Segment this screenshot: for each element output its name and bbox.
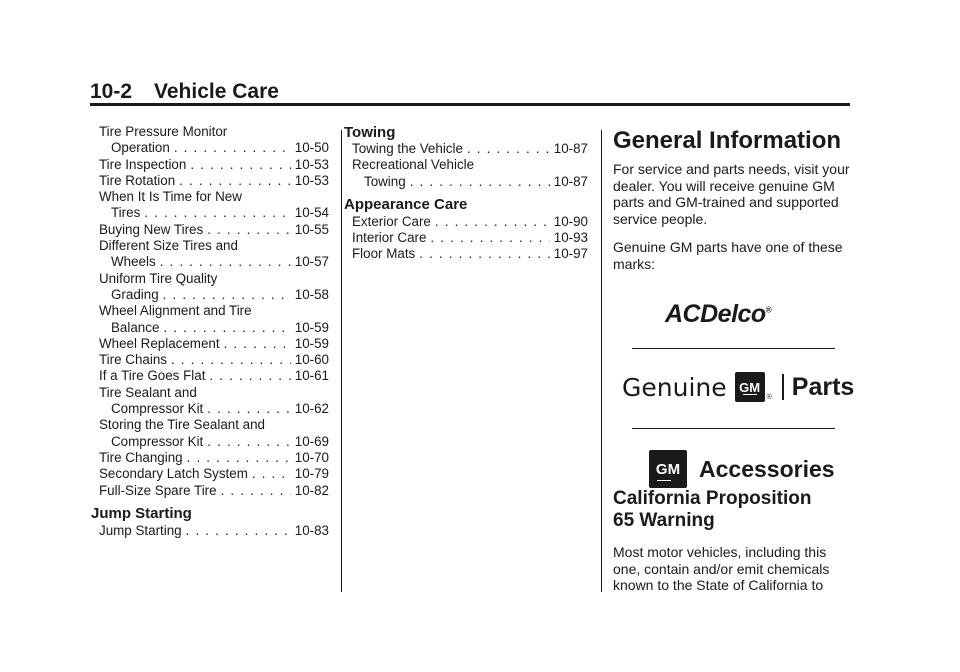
toc-list-appearance-care — [352, 214, 588, 263]
toc-entry[interactable] — [352, 230, 588, 246]
toc-entry[interactable] — [99, 124, 329, 157]
california-warning-paragraph: Most motor vehicles, including this one, contain and/or emit chemicals known to the State of California to — [613, 544, 830, 593]
leader-dots — [187, 450, 291, 466]
toc-entry-title: Buying New Tires — [99, 221, 204, 237]
toc-page-number: 10-70 — [294, 449, 329, 465]
toc-entry-title: Compressor Kit — [111, 433, 204, 449]
toc-page-number: 10-93 — [553, 230, 588, 246]
toc-entry-title: Operation — [111, 140, 170, 156]
toc-page-number: 10-54 — [294, 205, 329, 221]
page-header — [90, 80, 279, 104]
leader-dots — [207, 401, 290, 417]
toc-column-2 — [344, 124, 588, 263]
toc-page-number: 10-57 — [294, 254, 329, 270]
toc-entry-title: Grading — [111, 286, 159, 302]
toc-entry-title: Tire Chains — [99, 352, 167, 368]
toc-page-number: 10-58 — [294, 286, 329, 302]
leader-dots — [224, 336, 291, 352]
toc-entry-title: Floor Mats — [352, 246, 416, 262]
toc-entry[interactable] — [99, 303, 329, 336]
leader-dots — [209, 368, 290, 384]
toc-page-number: 10-79 — [294, 466, 329, 482]
gm-logo-icon: GM — [649, 450, 687, 488]
leader-dots — [419, 246, 550, 262]
general-information-title: General Information — [613, 127, 842, 154]
leader-dots — [435, 214, 550, 230]
toc-entry-title: Storing the Tire Sealant and — [99, 417, 266, 433]
toc-entry-title: Compressor Kit — [111, 401, 204, 417]
leader-dots — [221, 483, 291, 499]
toc-entry[interactable] — [99, 336, 329, 352]
toc-page-number: 10-69 — [294, 433, 329, 449]
toc-entry-title: Tire Inspection — [99, 156, 187, 172]
toc-page-number: 10-87 — [553, 141, 588, 156]
toc-entry[interactable] — [99, 450, 329, 466]
toc-page-number: 10-97 — [553, 246, 588, 262]
toc-entry[interactable] — [99, 189, 329, 222]
toc-page-number: 10-62 — [294, 401, 329, 417]
toc-entry-title: Tire Sealant and — [99, 384, 197, 400]
toc-entry[interactable] — [99, 385, 329, 418]
genuine-text: Genuine — [622, 372, 727, 402]
content-column — [613, 124, 853, 606]
leader-dots — [207, 434, 290, 450]
leader-dots — [207, 222, 291, 238]
leader-dots — [410, 174, 550, 190]
leader-dots — [467, 141, 550, 157]
toc-entry-title: Wheel Replacement — [99, 335, 220, 351]
leader-dots — [186, 523, 291, 539]
toc-page-number: 10-87 — [553, 173, 588, 189]
toc-entry[interactable] — [99, 368, 329, 384]
toc-entry-title: Wheels — [111, 254, 156, 270]
toc-page-number: 10-59 — [294, 335, 329, 351]
toc-entry-title: Uniform Tire Quality — [99, 270, 218, 286]
toc-entry[interactable] — [99, 466, 329, 482]
toc-page-number: 10-53 — [294, 172, 329, 188]
toc-column-1 — [91, 124, 329, 539]
section-number: 10-2 — [90, 80, 133, 103]
toc-page-number: 10-60 — [294, 352, 329, 368]
toc-list-towing — [352, 141, 588, 190]
leader-dots — [171, 352, 291, 368]
toc-page-number: 10-61 — [294, 368, 329, 384]
acdelco-logo: ACDelco® — [665, 300, 772, 328]
toc-entry-title: Tire Pressure Monitor — [99, 124, 228, 139]
leader-dots — [163, 320, 290, 336]
toc-entry-title: Towing the Vehicle — [352, 141, 463, 156]
toc-entry[interactable] — [99, 523, 329, 539]
toc-page-number: 10-59 — [294, 319, 329, 335]
toc-entry-title: Different Size Tires and — [99, 238, 238, 254]
toc-entry[interactable] — [352, 214, 588, 230]
gm-logo-icon: GM — [735, 372, 765, 402]
toc-entry-title: Full-Size Spare Tire — [99, 482, 217, 498]
chapter-title: Vehicle Care — [154, 80, 279, 103]
parts-text: Parts — [791, 372, 855, 401]
toc-entry[interactable] — [99, 238, 329, 271]
toc-entry[interactable] — [99, 352, 329, 368]
toc-heading-jump-starting: Jump Starting — [91, 504, 192, 522]
parts-marks — [613, 288, 855, 482]
toc-entry-title: Towing — [364, 173, 406, 189]
toc-entry[interactable] — [99, 222, 329, 238]
toc-list-jump-starting — [99, 523, 329, 539]
genuine-gm-parts-logo: Genuine GM ® Parts — [622, 372, 855, 402]
toc-entry[interactable] — [352, 141, 588, 157]
toc-entry-title: Tire Changing — [99, 449, 183, 465]
toc-list-tires — [99, 124, 329, 499]
genuine-parts-paragraph: Genuine GM parts have one of these marks: — [613, 239, 843, 272]
toc-entry[interactable] — [99, 483, 329, 499]
toc-page-number: 10-53 — [294, 156, 329, 172]
leader-dots — [163, 287, 291, 303]
leader-dots — [190, 157, 290, 173]
toc-entry[interactable] — [99, 271, 329, 304]
toc-entry-title: Recreational Vehicle — [352, 157, 475, 173]
toc-heading-towing: Towing — [344, 124, 396, 141]
toc-entry[interactable] — [352, 157, 588, 190]
toc-entry-title: Tire Rotation — [99, 172, 176, 188]
accessories-text: Accessories — [699, 455, 835, 482]
toc-page-number: 10-90 — [553, 213, 588, 229]
leader-dots — [179, 173, 291, 189]
toc-entry-title: Jump Starting — [99, 522, 182, 538]
toc-entry[interactable] — [99, 157, 329, 173]
california-prop-65-title: California Proposition 65 Warning — [613, 488, 812, 531]
column-divider — [341, 130, 342, 592]
toc-entry[interactable] — [99, 417, 329, 450]
leader-dots — [144, 205, 290, 221]
toc-page-number: 10-83 — [294, 522, 329, 538]
toc-entry-title: Tires — [111, 205, 141, 221]
column-divider — [601, 130, 602, 592]
toc-entry[interactable] — [99, 173, 329, 189]
toc-heading-appearance-care: Appearance Care — [344, 195, 468, 213]
toc-page-number: 10-82 — [294, 482, 329, 498]
general-information-paragraph: For service and parts needs, visit your dealer. You will receive genuine GM parts and GM-trained and supported service people. — [613, 161, 850, 227]
leader-dots — [160, 254, 291, 270]
logo-divider — [632, 348, 835, 349]
toc-page-number: 10-55 — [294, 221, 329, 237]
toc-entry-title: Secondary Latch System — [99, 466, 248, 482]
leader-dots — [430, 230, 549, 246]
logo-divider — [632, 428, 835, 429]
toc-entry-title: Balance — [111, 319, 160, 335]
toc-entry-title: Exterior Care — [352, 213, 431, 229]
toc-entry[interactable] — [352, 246, 588, 262]
toc-page-number: 10-50 — [294, 140, 329, 156]
toc-entry-title: Wheel Alignment and Tire — [99, 303, 252, 319]
toc-entry-title: When It Is Time for New — [99, 189, 242, 205]
leader-dots — [174, 140, 291, 156]
leader-dots — [252, 466, 291, 482]
toc-entry-title: Interior Care — [352, 230, 427, 246]
toc-entry-title: If a Tire Goes Flat — [99, 368, 206, 384]
gm-accessories-logo — [649, 450, 835, 488]
header-rule — [90, 103, 850, 106]
